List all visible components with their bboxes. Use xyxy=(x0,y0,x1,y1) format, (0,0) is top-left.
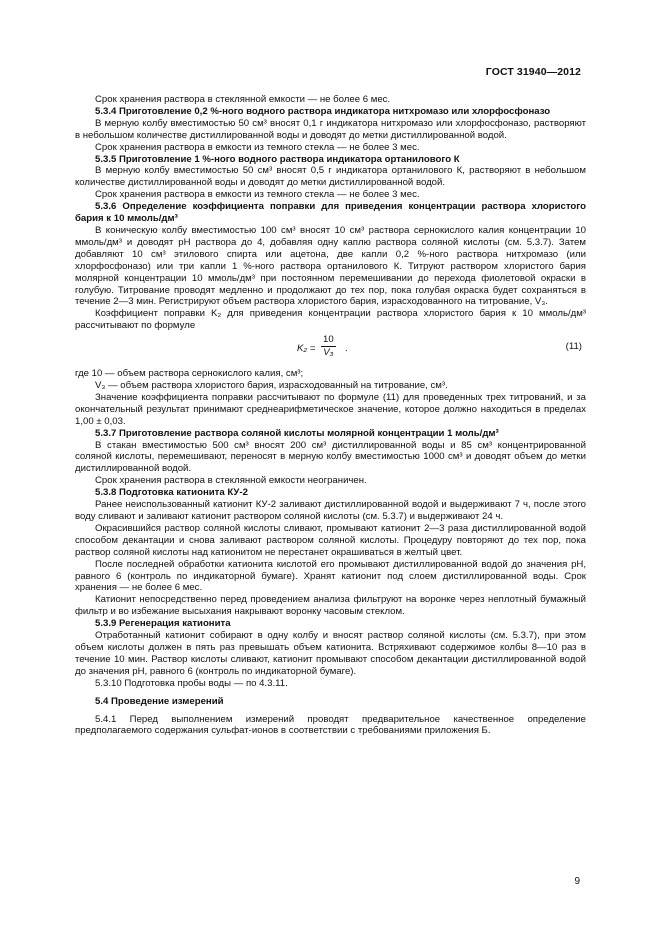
paragraph: В мерную колбу вместимостью 50 см³ вносят 0,1 г индикатора нитхромазо или хлорфосфоназо, растворяют в небольшом количестве дистиллированной воды и доводят до метки дистиллированной водой. xyxy=(75,117,586,141)
paragraph: Ранее неиспользованный катионит КУ-2 заливают дистиллированной водой и выдерживают 7 ч, после этого воду сливают и заливают катионит раствором соляной кислоты (см. 5.3.7) и выдерживают 24 ч. xyxy=(75,499,586,522)
paragraph: В стакан вместимостью 500 см³ вносят 200 см³ дистиллированной воды и 85 см³ концентрированной соляной кислоты, перемешивают, переносят в мерную колбу вместимостью 1000 см³ и доводят объем до метки дистиллированной водой. xyxy=(75,439,586,475)
paragraph: Коэффициент поправки K₂ для приведения концентрации раствора хлористого бария к 10 ммоль/дм³ рассчитывают по формуле xyxy=(75,308,586,332)
section-heading-5-4: 5.4 Проведение измерений xyxy=(95,695,224,707)
formula-11 xyxy=(75,334,586,366)
paragraph: Катионит непосредственно перед проведением анализа фильтруют на воронке через неплотный бумажный фильтр и во избежание высыхания накрывают воронку часовым стеклом. xyxy=(75,594,586,618)
section-heading-5-3-8: 5.3.8 Подготовка катионита КУ-2 xyxy=(95,487,248,499)
paragraph: Срок хранения раствора в емкости из темного стекла — не более 3 мес. xyxy=(95,141,420,153)
section-heading-5-3-9: 5.3.9 Регенерация катионита xyxy=(95,618,231,630)
formula-tail: . xyxy=(345,343,348,355)
paragraph: где 10 — объем раствора сернокислого калия, см³; xyxy=(75,368,304,380)
formula-lhs: K₂ = xyxy=(297,343,316,355)
paragraph: 5.4.1 Перед выполнением измерений проводят предварительное качественное определение предполагаемого содержания сульфат-ионов в соответствии с требованиями приложения Б. xyxy=(75,713,586,737)
section-heading-5-3-7: 5.3.7 Приготовление раствора соляной кислоты молярной концентрации 1 моль/дм³ xyxy=(95,427,499,439)
paragraph: 5.3.10 Подготовка пробы воды — по 4.3.11. xyxy=(95,677,288,689)
section-heading-5-3-4: 5.3.4 Приготовление 0,2 %-ного водного раствора индикатора нитхромазо или хлорфосфоназо xyxy=(95,105,551,117)
paragraph: Срок хранения раствора в стеклянной емкости — не более 6 мес. xyxy=(95,94,391,105)
page-number: 9 xyxy=(574,876,580,887)
section-heading-5-3-5: 5.3.5 Приготовление 1 %-ного водного раствора индикатора ортанилового К xyxy=(95,153,460,165)
paragraph: Окрасившийся раствор соляной кислоты сливают, промывают катионит 2—3 раза дистиллированной водой способом декантации и снова заливают раствором соляной кислоты. Процедуру повторяют до тех пор, пока раствор соляной кислоты над катионитом не перестанет окрашиваться в желтый цвет. xyxy=(75,522,586,558)
paragraph: Срок хранения раствора в емкости из темного стекла — не более 3 мес. xyxy=(95,189,420,201)
formula-fraction xyxy=(321,334,336,359)
formula-numerator: 10 xyxy=(323,334,334,346)
page-body xyxy=(75,94,586,737)
paragraph: В мерную колбу вместимостью 50 см³ вносят 0,5 г индикатора ортанилового К, растворяют в небольшом количестве дистиллированной воды и доводят до метки дистиллированной водой. xyxy=(75,165,586,189)
paragraph: После последней обработки катионита кислотой его промывают дистиллированной водой до значения рН, равного 6 (контроль по индикаторной бумаге). Хранят катионит под слоем дистиллированной воды. Срок хранения — не более 6 мес. xyxy=(75,558,586,594)
paragraph: Срок хранения раствора в стеклянной емкости неограничен. xyxy=(95,475,367,487)
section-heading-5-3-6: 5.3.6 Определение коэффициента поправки для приведения концентрации раствора хлористого бария к 10 ммоль/дм³ xyxy=(75,201,586,225)
formula-denominator: V₃ xyxy=(323,347,334,359)
paragraph: В коническую колбу вместимостью 100 см³ вносят 10 см³ раствора сернокислого калия концентрации 10 ммоль/дм³ и доводят рН раствора до 4, добавляя одну каплю раствора соляной кислоты (см. 5.3.7). Затем добавляют 10 см³ этилового спирта или ацетона, две капли 0,2 %-ного раствора нитхромазо (или хлорфосфоназо) или три капли 1 %-ного раствора ортанилового К. Титруют раствором хлористого бария молярной концентрации 10 ммоль/дм³ при постоянном перемешивании до перехода фиолетовой окраски в голубую. Титрование проводят медленно и продолжают до тех пор, пока голубая окраска будет сохраняться в течение 2—3 мин. Регистрируют объем раствора хлористого бария, израсходованного на титрование, V₃. xyxy=(75,224,586,308)
document-code: ГОСТ 31940—2012 xyxy=(485,66,581,78)
formula-number: (11) xyxy=(565,341,582,353)
paragraph: Отработанный катионит собирают в одну колбу и вносят раствор соляной кислоты (см. 5.3.7), при этом объем кислоты должен в пять раз превышать объем катионита. Встряхивают содержимое колбы 8—10 раз в течение 10 мин. Раствор кислоты сливают, катионит промывают способом декантации дистиллированной водой до значения рН, равного 6 (контроль по индикаторной бумаге). xyxy=(75,630,586,677)
paragraph: Значение коэффициента поправки рассчитывают по формуле (11) для проведенных трех титрований, и за окончательный результат принимают среднеарифметическое значение, которое должно находиться в пределах 1,00 ± 0,03. xyxy=(75,391,586,427)
paragraph: V₃ — объем раствора хлористого бария, израсходованный на титрование, см³. xyxy=(95,380,448,392)
